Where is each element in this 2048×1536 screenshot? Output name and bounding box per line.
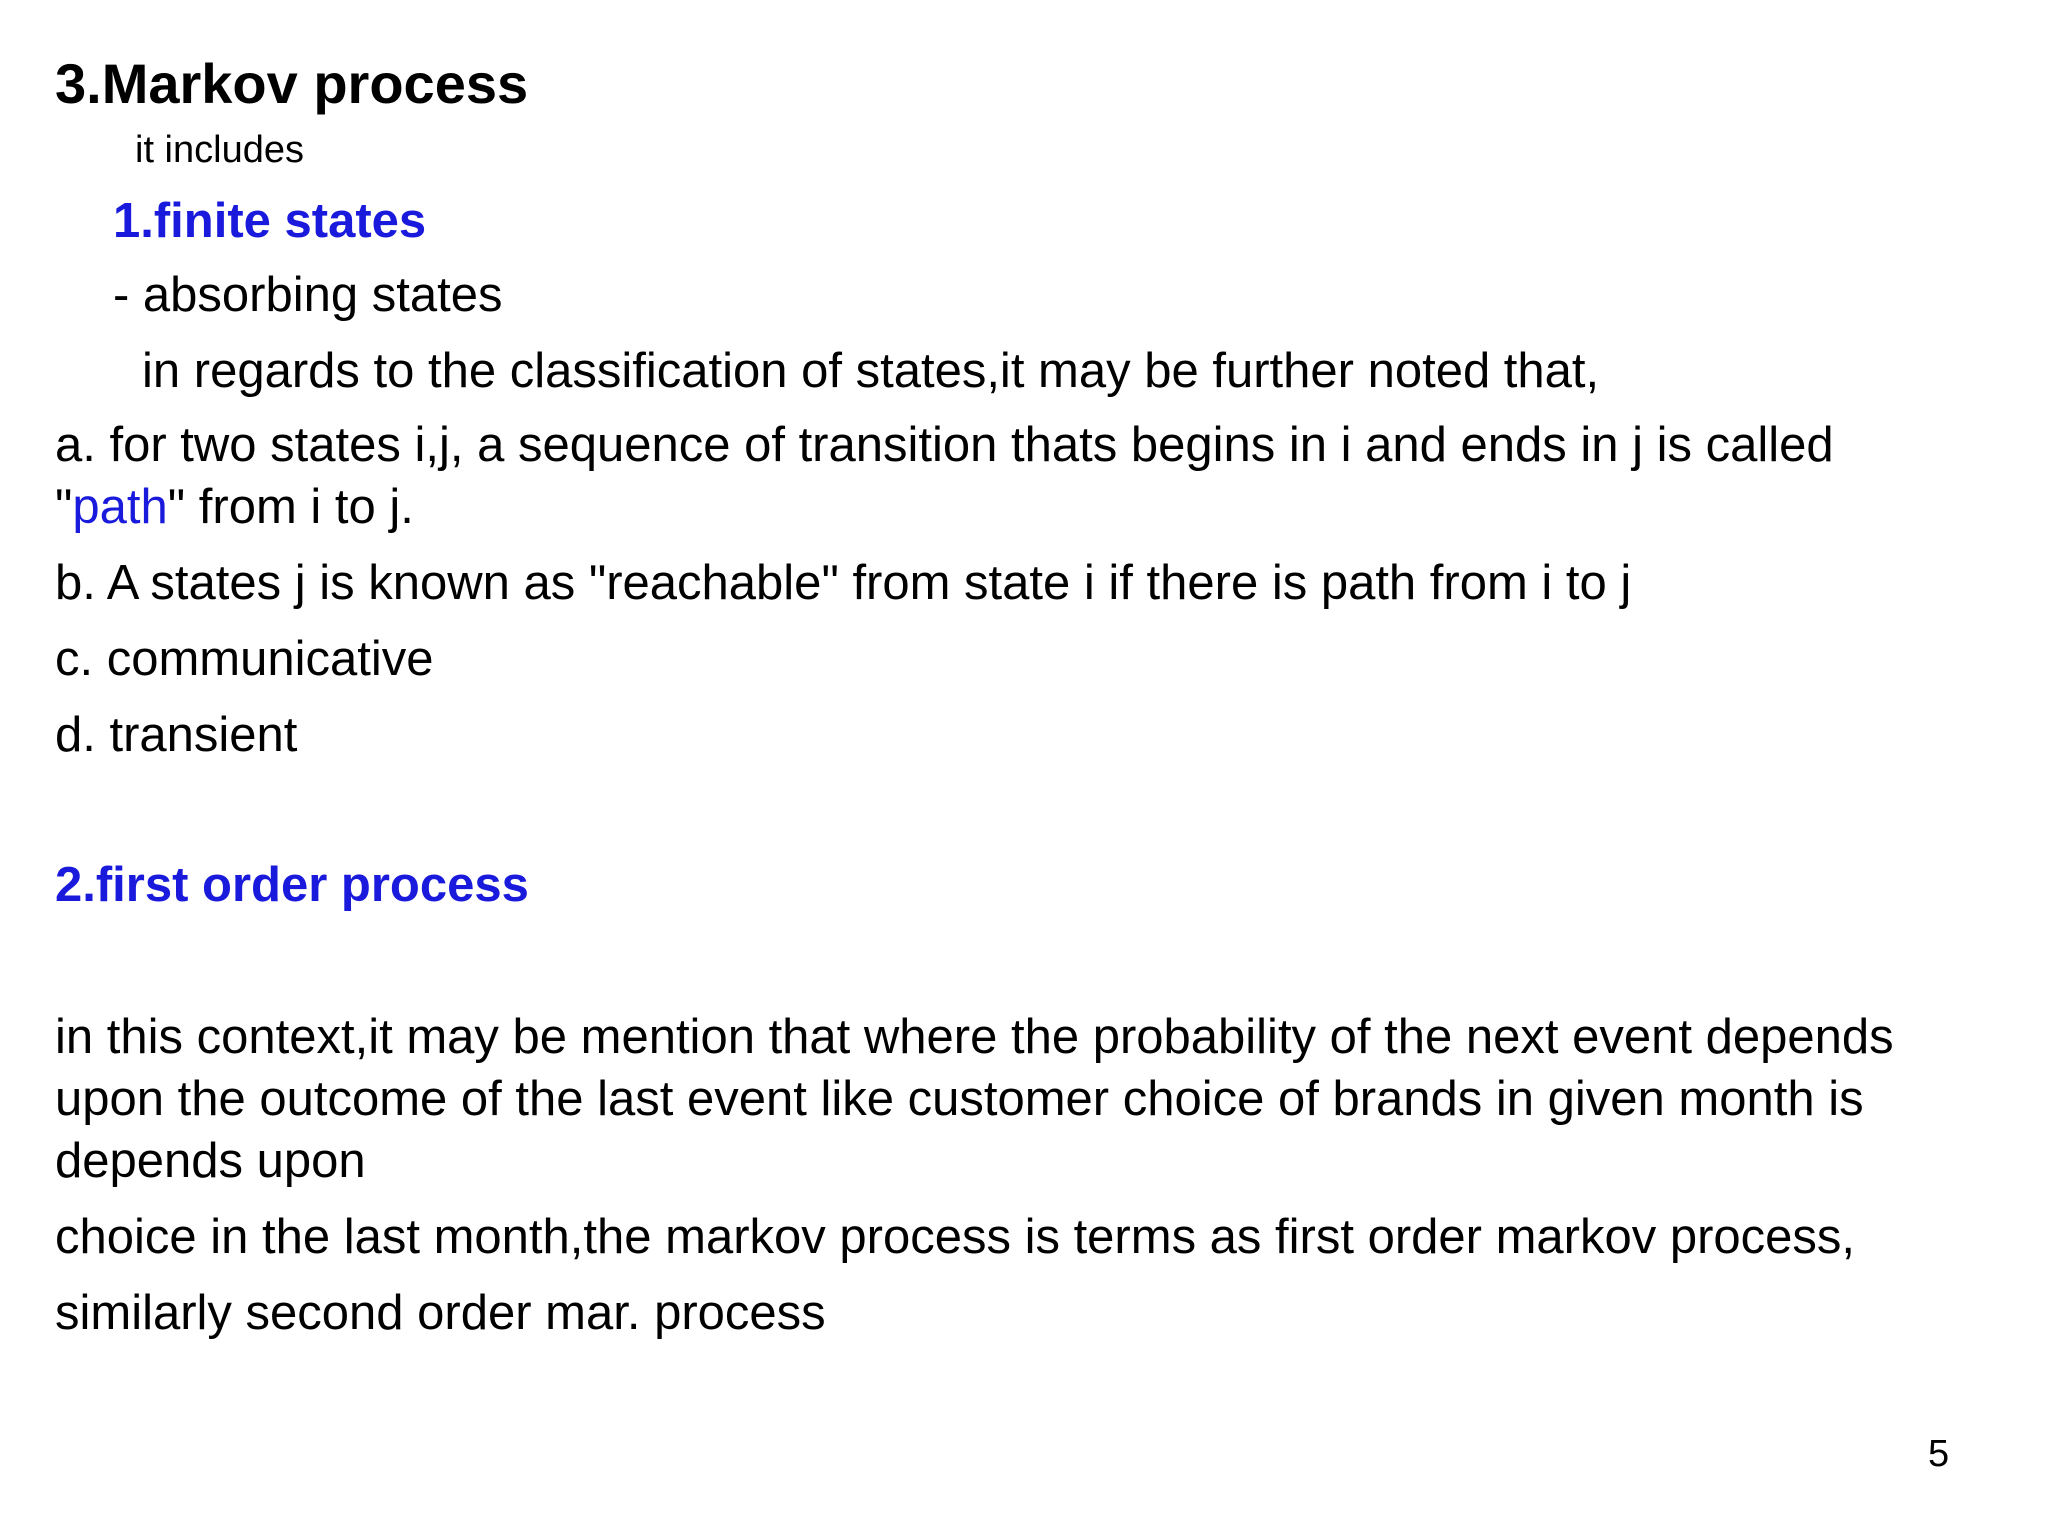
paragraph-line-5: similarly second order mar. process [55,1286,826,1340]
paragraph-line-2: upon the outcome of the last event like customer choice of brands in given month is [55,1072,1864,1126]
paragraph-line-1: in this context,it may be mention that where the probability of the next event depends [55,1010,1894,1064]
intro-text: it includes [135,129,304,171]
item-b: b. A states j is known as "reachable" from state i if there is path from i to j [55,556,1632,610]
item-d: d. transient [55,708,298,762]
absorbing-states-item: - absorbing states [113,268,503,322]
slide-title: 3.Markov process [55,52,529,115]
item-c: c. communicative [55,632,434,686]
paragraph-line-3: depends upon [55,1134,366,1188]
paragraph-line-4: choice in the last month,the markov process is terms as first order markov process, [55,1210,1856,1264]
item-a-line-2 [55,476,414,538]
section-1-heading: 1.finite states [113,194,427,248]
item-a-rest: " from i to j. [167,480,414,534]
path-term: path [72,480,168,534]
item-a-line-1: a. for two states i,j, a sequence of transition thats begins in i and ends in j is called [55,418,1834,472]
section-2-heading: 2.first order process [55,858,529,912]
page-number: 5 [1928,1433,1950,1475]
quote-open: " [55,480,73,534]
classification-note: in regards to the classification of states,it may be further noted that, [142,344,1600,398]
